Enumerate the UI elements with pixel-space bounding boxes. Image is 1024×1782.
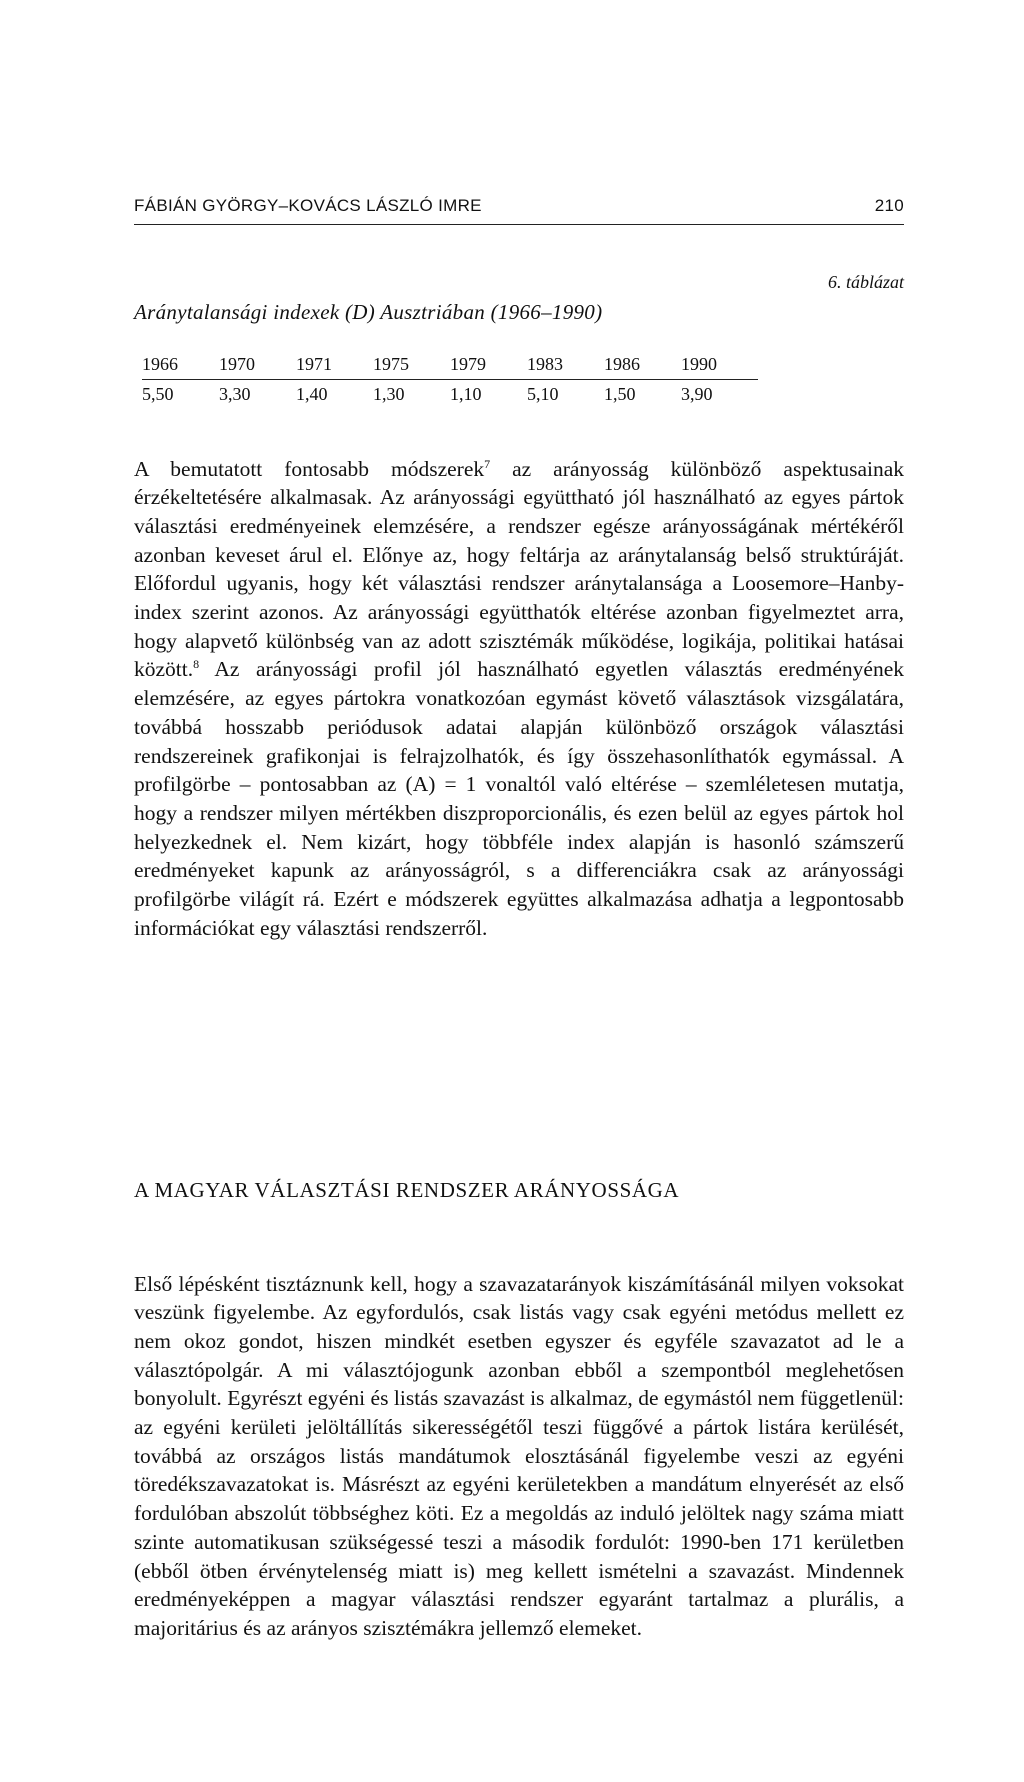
year-cell: 1979 [450, 350, 527, 380]
year-cell: 1983 [527, 350, 604, 380]
value-cell: 3,30 [219, 384, 251, 404]
value-cell: 5,10 [527, 384, 559, 404]
year-cell: 1990 [681, 350, 758, 380]
value-cell: 3,90 [681, 384, 713, 404]
table-label: 6. táblázat [827, 272, 904, 292]
table-row-values [142, 380, 758, 410]
year-cell: 1966 [142, 350, 219, 380]
paragraph-text: az arányosság különböző aspektusainak érzékeltetésére alkalmasak. Az arányossági együttható jól használható az egyes pártok választási eredményeinek elemzésére, a rendszer egésze arányosságának mértékéről azonban keveset árul el. Előnye az, hogy feltárja az aránytalanság belső struktúráját. Előfordul ugyanis, hogy két választási rendszer aránytalansága a Loosemore–Hanby-index szerint azonos. Az arányossági együtthatók eltérése azonban figyelmeztet arra, hogy alapvető különbség van az adott szisztémák működése, logikája, politikai hatásai között. [134, 456, 904, 682]
value-cell: 1,30 [373, 384, 405, 404]
footnote-ref-8[interactable]: 8 [193, 657, 200, 672]
disproportionality-table [142, 350, 758, 409]
value-cell: 5,50 [142, 384, 174, 404]
header-authors: FÁBIÁN GYÖRGY–KOVÁCS LÁSZLÓ IMRE [134, 196, 482, 215]
year-cell: 1986 [604, 350, 681, 380]
page-number: 210 [874, 196, 904, 215]
value-cell: 1,40 [296, 384, 328, 404]
paragraph-methods [134, 455, 904, 943]
footnote-ref-7[interactable]: 7 [484, 456, 491, 471]
section-heading: A MAGYAR VÁLASZTÁSI RENDSZER ARÁNYOSSÁGA [134, 1178, 680, 1202]
paragraph-text: A bemutatott fontosabb módszerek [134, 456, 485, 481]
table-row-years [142, 350, 758, 380]
table-title: Aránytalansági indexek (D) Ausztriában (1966–1990) [134, 300, 603, 324]
paragraph-text: Az arányossági profil jól használható egyetlen választás eredményének elemzésére, az egyes pártokra vonatkozóan egymást követő választások vizsgálatára, továbbá hosszabb periódusok adatai alapján különböző országok választási rendszereinek grafikonjai is felrajzolhatók, és így összehasonlíthatók egymással. A profilgörbe – pontosabban az (A) = 1 vonaltól való eltérése – szemléletesen mutatja, hogy a rendszer milyen mértékben diszproporcionális, és ezen belül az egyes pártok hol helyezkednek el. Nem kizárt, hogy többféle index alapján is hasonló számszerű eredményeket kapunk az arányosságról, s a differenciákra csak az arányossági profilgörbe világít rá. Ezért e módszerek együttes alkalmazása adhatja a legpontosabb információkat egy választási rendszerről. [134, 657, 904, 940]
year-cell: 1970 [219, 350, 296, 380]
year-cell: 1975 [373, 350, 450, 380]
running-header [134, 194, 904, 225]
value-cell: 1,50 [604, 384, 636, 404]
year-cell: 1971 [296, 350, 373, 380]
paragraph-hungarian-system: Első lépésként tisztáznunk kell, hogy a szavazatarányok kiszámításánál milyen voksokat veszünk figyelembe. Az egyfordulós, csak listás vagy csak egyéni metódus mellett ez nem okoz gondot, hiszen mindkét esetben egyszer és egyféle szavazatot ad le a választópolgár. A mi választójogunk azonban ebből a szempontból meglehetősen bonyolult. Egyrészt egyéni és listás szavazást is alkalmaz, de egymástól nem függetlenül: az egyéni kerületi jelöltállítás sikerességétől teszi függővé a pártok listára kerülését, továbbá az országos listás mandátumok elosztásánál figyelembe veszi az egyéni töredékszavazatokat is. Másrészt az egyéni kerületekben a mandátum elnyerését az első fordulóban abszolút többséghez köti. Ez a megoldás az induló jelöltek nagy száma miatt szinte automatikusan szükségessé teszi a második fordulót: 1990-ben 171 kerületben (ebből ötben érvénytelenség miatt is) meg kellett ismételni a szavazást. Mindennek eredményeképpen a magyar választási rendszer egyaránt tartalmaz a plurális, a majoritárius és az arányos szisztémákra jellemző elemeket. [134, 1271, 904, 1640]
value-cell: 1,10 [450, 384, 482, 404]
